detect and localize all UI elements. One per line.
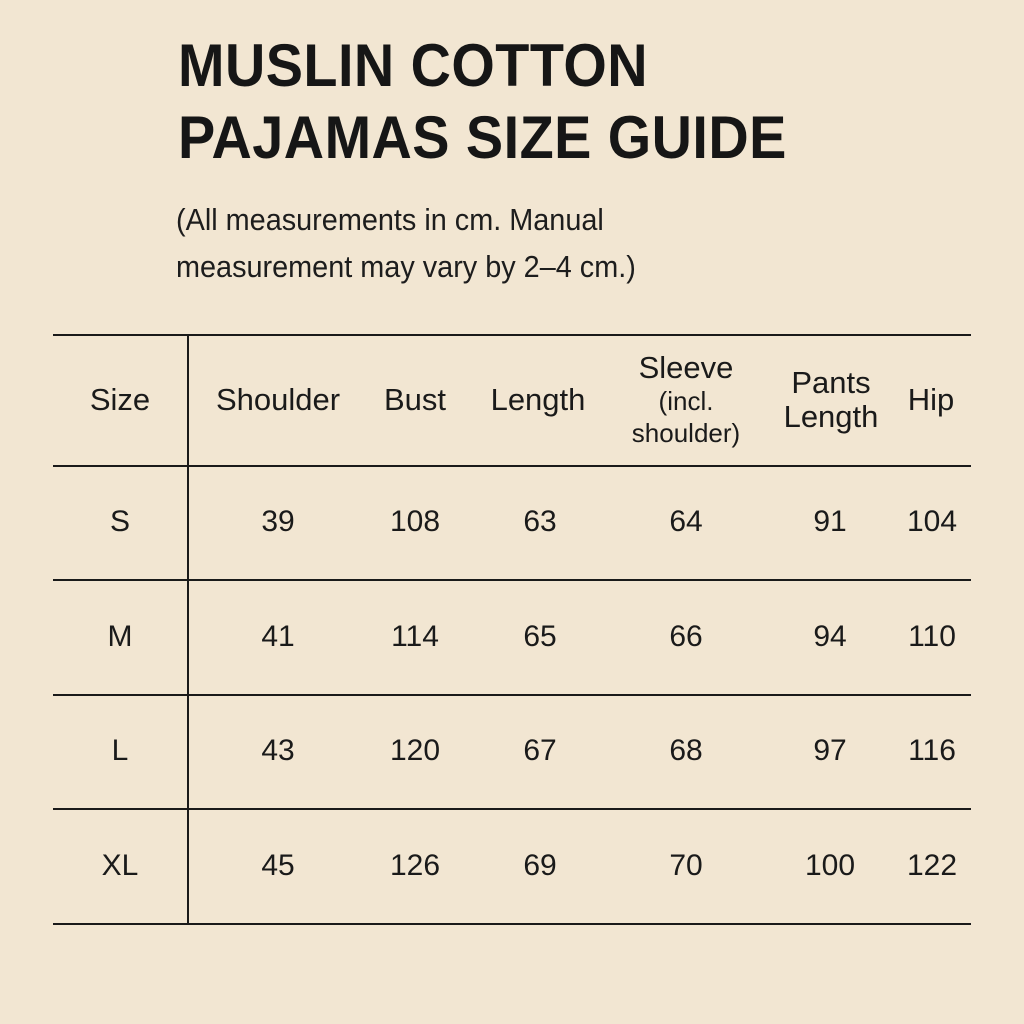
cell-sleeve: 68 <box>669 734 703 767</box>
cell-pants-length: 100 <box>804 848 856 882</box>
cell-pants-length: 94 <box>813 619 847 653</box>
note-line-2: measurement may vary by 2–4 cm.) <box>176 249 636 284</box>
cell-size: S <box>109 505 130 538</box>
cell-size: L <box>111 734 129 767</box>
cell-size: M <box>107 619 133 653</box>
cell-size: XL <box>101 848 139 882</box>
header-shoulder: Shoulder <box>215 381 341 417</box>
cell-hip: 122 <box>906 848 958 882</box>
cell-shoulder: 45 <box>261 848 295 882</box>
header-sleeve-line-2: (incl. <box>658 385 714 416</box>
measurement-note <box>176 196 636 290</box>
header-length: Length <box>490 381 586 417</box>
size-column-divider <box>187 334 189 924</box>
cell-shoulder: 41 <box>261 619 295 653</box>
cell-hip: 110 <box>908 619 956 653</box>
cell-pants-length: 91 <box>813 505 847 538</box>
title-line-2: PAJAMAS SIZE GUIDE <box>178 104 787 171</box>
note-line-1: (All measurements in cm. Manual <box>176 202 604 237</box>
cell-length: 69 <box>523 848 557 882</box>
cell-sleeve: 70 <box>669 848 703 882</box>
cell-shoulder: 43 <box>261 734 295 767</box>
header-size: Size <box>89 381 151 417</box>
header-bust: Bust <box>383 381 447 417</box>
title-line-1: MUSLIN COTTON <box>178 32 648 99</box>
header-sleeve-line-3: shoulder) <box>631 417 741 448</box>
cell-shoulder: 39 <box>261 505 295 538</box>
header-pants-line-2: Length <box>783 398 879 434</box>
size-table <box>53 334 971 926</box>
cell-bust: 114 <box>391 619 439 653</box>
cell-hip: 104 <box>906 505 958 538</box>
cell-sleeve: 66 <box>669 619 703 653</box>
header-pants-length <box>766 334 896 465</box>
header-pants-line-1: Pants <box>791 364 871 400</box>
cell-length: 67 <box>523 734 557 767</box>
cell-bust: 108 <box>389 505 441 538</box>
cell-bust: 126 <box>389 848 441 882</box>
header-sleeve-line-1: Sleeve <box>638 349 734 385</box>
table-bottom-rule <box>53 923 971 925</box>
cell-hip: 116 <box>908 734 956 767</box>
cell-bust: 120 <box>389 734 441 767</box>
cell-length: 65 <box>523 619 557 653</box>
header-hip: Hip <box>907 381 955 417</box>
page-title <box>178 30 787 174</box>
cell-length: 63 <box>523 505 557 538</box>
cell-pants-length: 97 <box>813 734 847 767</box>
cell-sleeve: 64 <box>669 505 703 538</box>
header-sleeve <box>608 334 764 465</box>
